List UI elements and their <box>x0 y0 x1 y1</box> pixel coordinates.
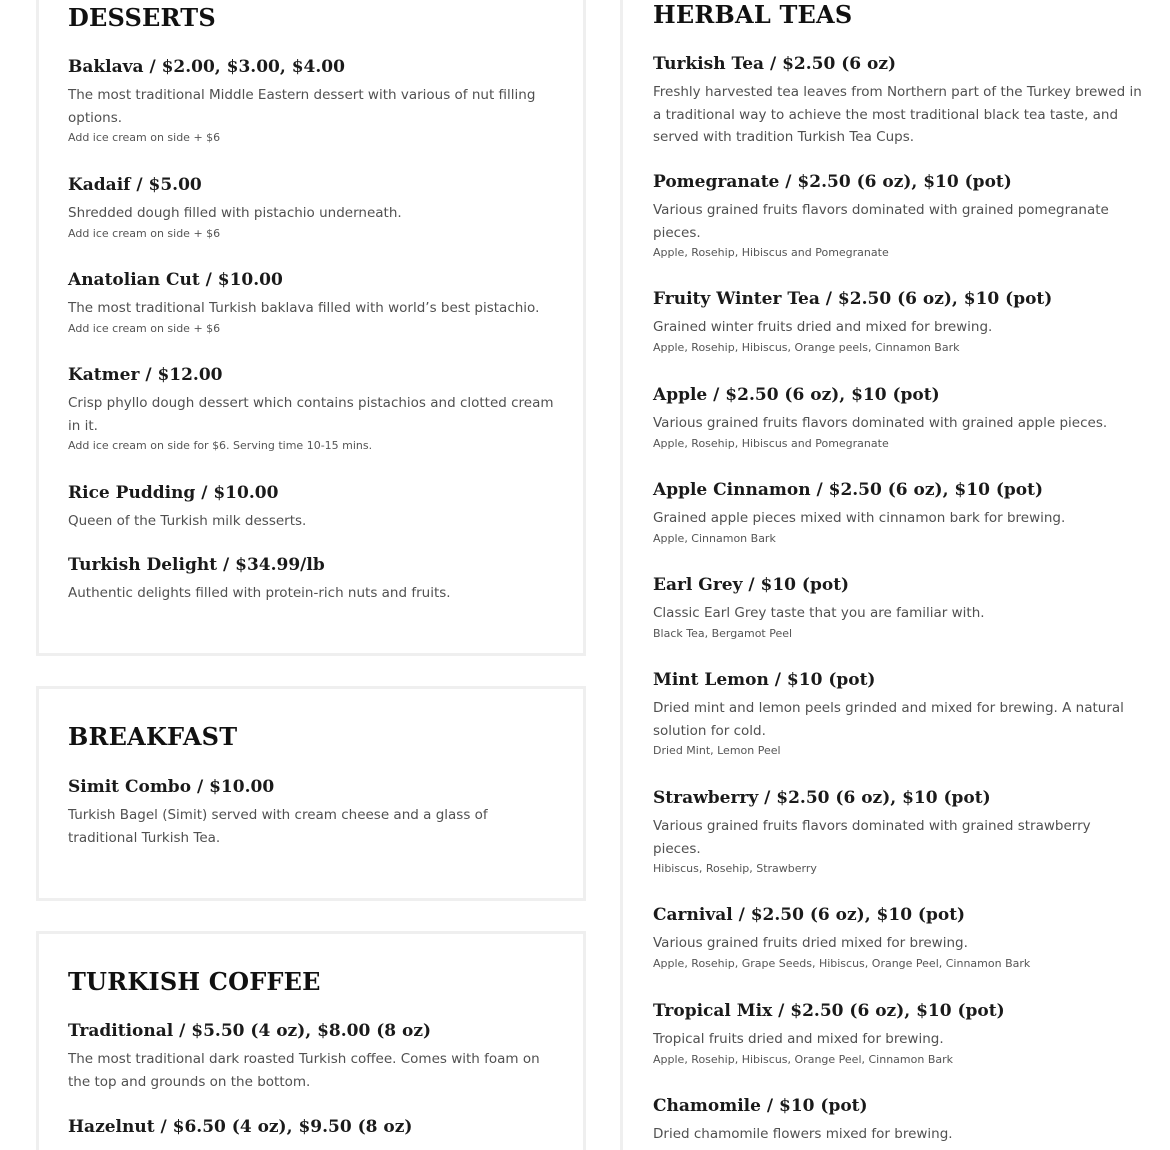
item-title: Strawberry / $2.50 (6 oz), $10 (pot) <box>653 788 991 808</box>
item-title: Apple Cinnamon / $2.50 (6 oz), $10 (pot) <box>653 480 1043 500</box>
item-title: Katmer / $12.00 <box>68 365 223 385</box>
item-title: Fruity Winter Tea / $2.50 (6 oz), $10 (pot) <box>653 289 1053 309</box>
item-note: Dried Mint, Lemon Peel <box>653 744 781 757</box>
item-description: Queen of the Turkish milk desserts. <box>68 513 307 529</box>
item-description: Various grained fruits flavors dominated with grained strawberry pieces. <box>653 818 1091 857</box>
turkish-coffee-title: TURKISH COFFEE <box>68 967 321 996</box>
item-description: Various grained fruits dried mixed for brewing. <box>653 935 968 951</box>
item-title: Apple / $2.50 (6 oz), $10 (pot) <box>653 385 940 405</box>
item-description: Crisp phyllo dough dessert which contains pistachios and clotted cream in it. <box>68 395 554 434</box>
breakfast-title: BREAKFAST <box>68 722 238 751</box>
menu-item-kadaif <box>68 174 558 242</box>
item-title: Kadaif / $5.00 <box>68 175 202 195</box>
menu-item-apple-tea <box>653 384 1153 452</box>
menu-item-baklava <box>68 56 558 146</box>
item-title: Rice Pudding / $10.00 <box>68 483 279 503</box>
menu-item-anatolian-cut <box>68 269 568 337</box>
menu-item-strawberry-tea <box>653 787 1113 877</box>
item-description: The most traditional Middle Eastern dessert with various of nut filling options. <box>68 87 536 126</box>
breakfast-card <box>36 686 586 901</box>
item-description: Dried chamomile flowers mixed for brewing. <box>653 1126 953 1142</box>
menu-item-katmer <box>68 364 558 454</box>
item-description: Turkish Bagel (Simit) served with cream cheese and a glass of traditional Turkish Tea. <box>68 807 488 846</box>
menu-item-turkish-tea <box>653 53 1143 149</box>
item-title: Anatolian Cut / $10.00 <box>68 270 283 290</box>
menu-item-turkish-delight <box>68 554 558 605</box>
item-description: The most traditional dark roasted Turkish coffee. Comes with foam on the top and grounds on the bottom. <box>68 1051 540 1090</box>
item-description: Authentic delights filled with protein-rich nuts and fruits. <box>68 585 451 601</box>
menu-item-earl-grey-tea <box>653 574 1143 642</box>
item-title: Simit Combo / $10.00 <box>68 777 275 797</box>
item-note: Hibiscus, Rosehip, Strawberry <box>653 862 817 875</box>
item-note: Apple, Rosehip, Hibiscus and Pomegranate <box>653 436 889 450</box>
item-note: Apple, Rosehip, Hibiscus and Pomegranate <box>653 246 889 259</box>
item-title: Carnival / $2.50 (6 oz), $10 (pot) <box>653 905 966 925</box>
item-note: Apple, Rosehip, Hibiscus, Orange Peel, Cinnamon Bark <box>653 1052 954 1066</box>
item-description: Various grained fruits flavors dominated with grained apple pieces. <box>653 415 1108 431</box>
item-note: Add ice cream on side for $6. Serving time 10-15 mins. <box>68 439 373 452</box>
item-description: Grained winter fruits dried and mixed for brewing. <box>653 319 993 335</box>
menu-item-pomegranate-tea <box>653 171 1133 261</box>
item-note: Apple, Rosehip, Grape Seeds, Hibiscus, Orange Peel, Cinnamon Bark <box>653 956 1031 970</box>
item-note: Add ice cream on side + $6 <box>68 226 221 240</box>
item-title: Pomegranate / $2.50 (6 oz), $10 (pot) <box>653 172 1012 192</box>
item-title: Chamomile / $10 (pot) <box>653 1096 868 1116</box>
menu-item-mint-lemon-tea <box>653 669 1143 759</box>
item-title: Turkish Delight / $34.99/lb <box>68 555 325 575</box>
desserts-card <box>36 0 586 656</box>
item-title: Traditional / $5.50 (4 oz), $8.00 (8 oz) <box>68 1021 432 1041</box>
item-note: Apple, Rosehip, Hibiscus, Orange peels, Cinnamon Bark <box>653 340 960 354</box>
item-description: The most traditional Turkish baklava filled with world’s best pistachio. <box>68 300 540 316</box>
item-title: Turkish Tea / $2.50 (6 oz) <box>653 54 897 74</box>
herbal-teas-title: HERBAL TEAS <box>653 0 853 29</box>
item-note: Add ice cream on side + $6 <box>68 321 221 335</box>
menu-item-tropical-mix-tea <box>653 1000 1143 1068</box>
item-description: Classic Earl Grey taste that you are familiar with. <box>653 605 985 621</box>
item-note: Black Tea, Bergamot Peel <box>653 626 793 640</box>
item-note: Add ice cream on side + $6 <box>68 131 221 144</box>
herbal-teas-panel <box>620 0 1170 1150</box>
item-note: Apple, Cinnamon Bark <box>653 531 776 545</box>
menu-item-hazelnut-coffee <box>68 1116 558 1138</box>
item-title: Earl Grey / $10 (pot) <box>653 575 850 595</box>
item-description: Shredded dough filled with pistachio underneath. <box>68 205 402 221</box>
item-description: Freshly harvested tea leaves from Northern part of the Turkey brewed in a traditional way to achieve the most traditional black tea taste, and served with tradition Turkish Tea Cups. <box>653 84 1142 145</box>
item-description: Tropical fruits dried and mixed for brewing. <box>653 1031 944 1047</box>
menu-item-rice-pudding <box>68 482 558 533</box>
item-title: Mint Lemon / $10 (pot) <box>653 670 876 690</box>
menu-item-traditional-coffee <box>68 1020 558 1093</box>
menu-item-apple-cinnamon-tea <box>653 479 1143 547</box>
item-description: Various grained fruits flavors dominated with grained pomegranate pieces. <box>653 202 1109 241</box>
item-description: Dried mint and lemon peels grinded and mixed for brewing. A natural solution for cold. <box>653 700 1124 739</box>
item-title: Tropical Mix / $2.50 (6 oz), $10 (pot) <box>653 1001 1005 1021</box>
menu-item-chamomile-tea <box>653 1095 1143 1146</box>
turkish-coffee-card <box>36 931 586 1150</box>
menu-item-carnival-tea <box>653 904 1153 972</box>
menu-item-simit-combo <box>68 776 528 849</box>
item-title: Baklava / $2.00, $3.00, $4.00 <box>68 57 345 77</box>
menu-item-fruity-winter-tea <box>653 288 1143 356</box>
item-description: Grained apple pieces mixed with cinnamon bark for brewing. <box>653 510 1066 526</box>
desserts-title: DESSERTS <box>68 3 216 32</box>
item-title: Hazelnut / $6.50 (4 oz), $9.50 (8 oz) <box>68 1117 413 1137</box>
